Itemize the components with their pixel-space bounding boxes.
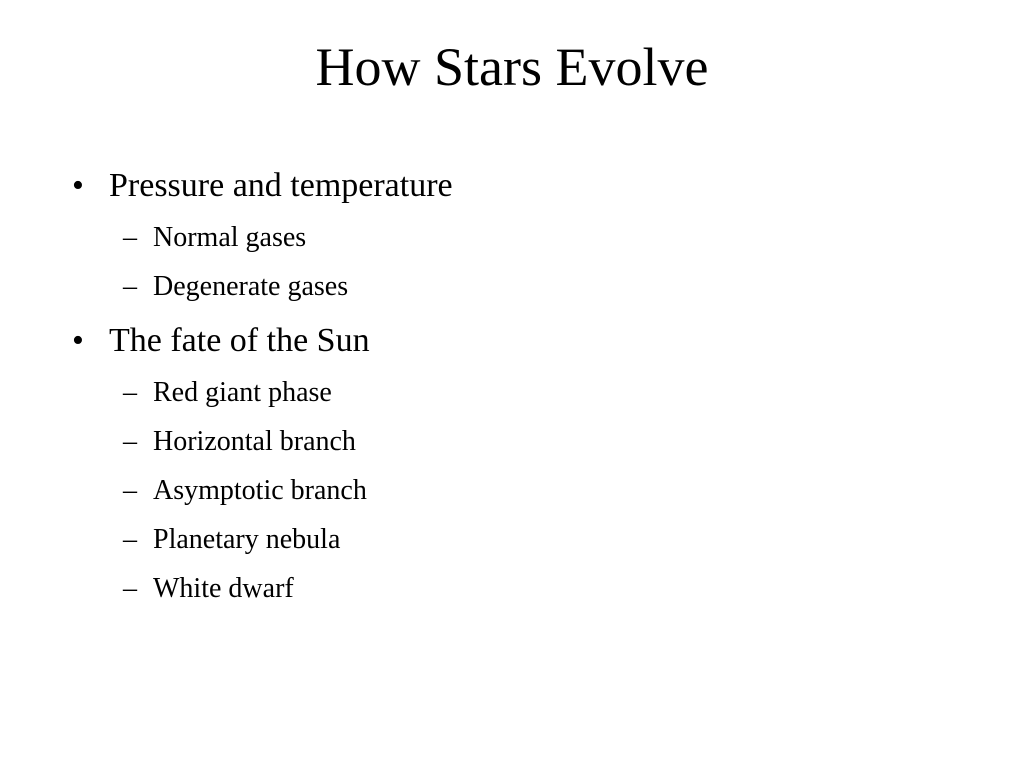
bullet-text: Pressure and temperature <box>109 167 453 204</box>
bullet-text: The fate of the Sun <box>109 322 370 359</box>
dash-marker: – <box>123 377 137 408</box>
slide-title: How Stars Evolve <box>315 37 709 97</box>
sub-bullet-text: Normal gases <box>153 222 307 253</box>
dash-marker: – <box>123 524 137 555</box>
sub-bullet-text: Asymptotic branch <box>153 475 367 506</box>
bullet-marker: • <box>72 322 84 359</box>
sub-bullet-text: Horizontal branch <box>153 426 356 457</box>
sub-bullet-text: Degenerate gases <box>153 271 349 302</box>
sub-bullet-text: White dwarf <box>153 573 294 604</box>
dash-marker: – <box>123 222 137 253</box>
sub-bullet-text: Red giant phase <box>153 377 332 408</box>
dash-marker: – <box>123 426 137 457</box>
bullet-list <box>0 160 1024 760</box>
dash-marker: – <box>123 475 137 506</box>
dash-marker: – <box>123 271 137 302</box>
bullet-marker: • <box>72 167 84 204</box>
dash-marker: – <box>123 573 137 604</box>
sub-bullet-text: Planetary nebula <box>153 524 341 555</box>
